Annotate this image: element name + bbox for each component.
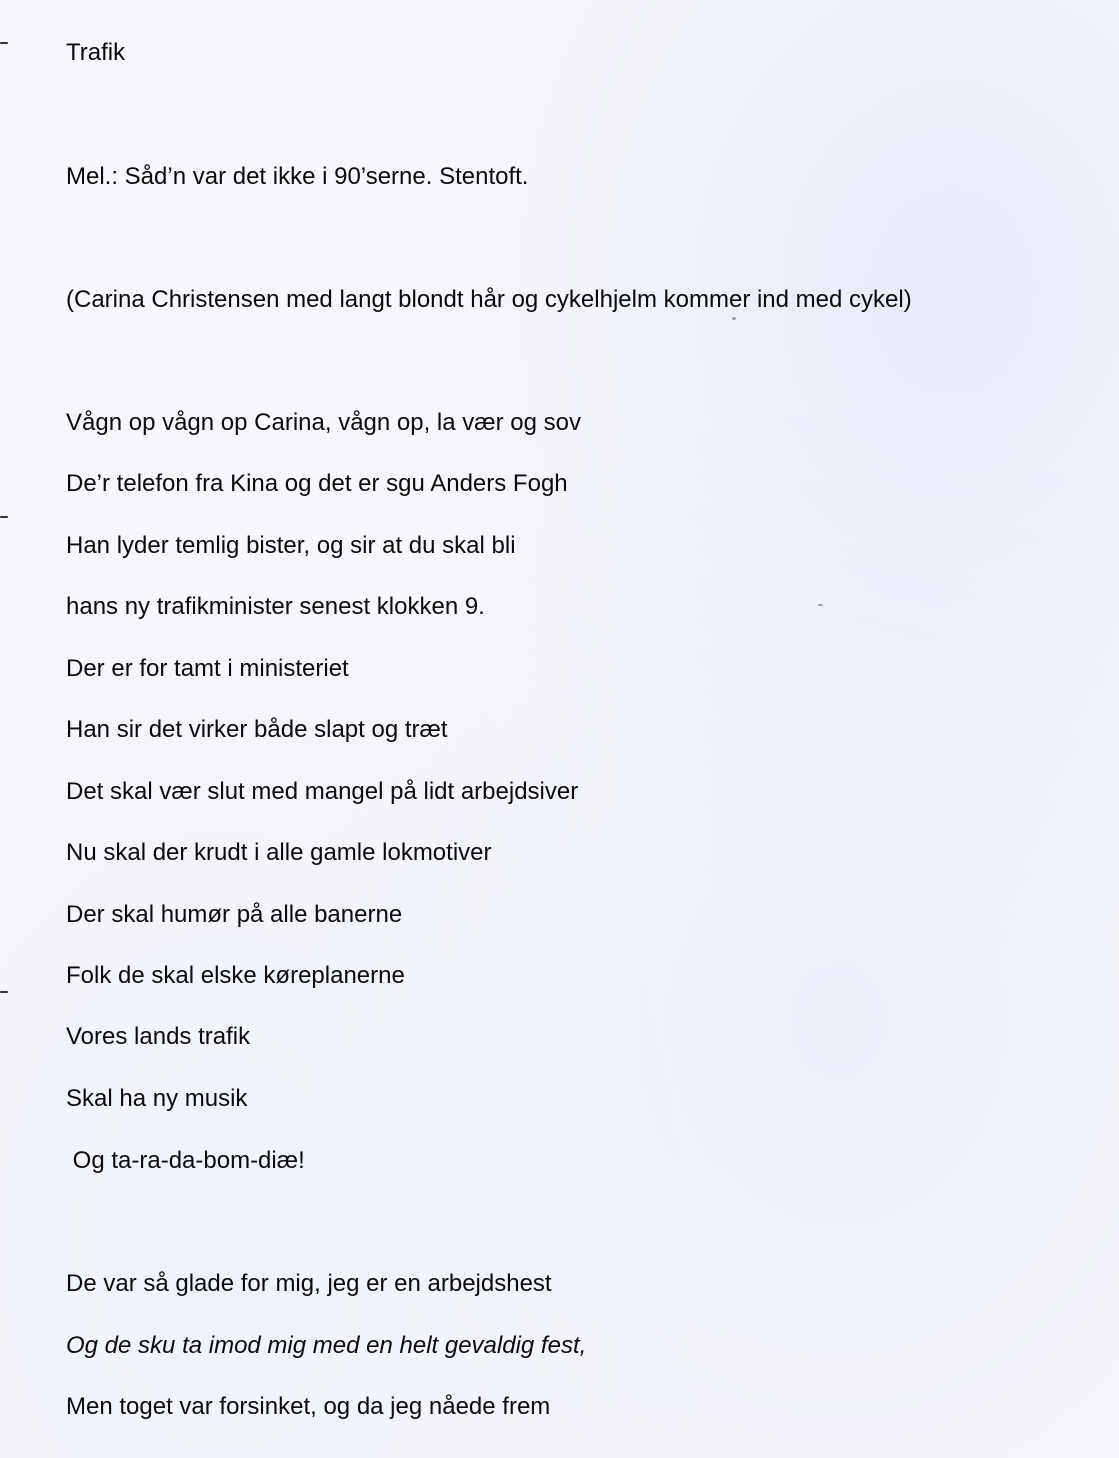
margin-mark — [0, 516, 8, 518]
verse-line: hans ny trafikminister senest klokken 9. — [66, 593, 485, 620]
paper-speck — [818, 604, 823, 606]
stage-direction: (Carina Christensen med langt blondt hår og cykelhjelm kommer ind med cykel) — [66, 286, 912, 313]
verse-line: Folk de skal elske køreplanerne — [66, 962, 405, 989]
margin-mark — [0, 991, 8, 993]
verse-line: Skal ha ny musik — [66, 1085, 248, 1112]
paper-speck — [732, 317, 736, 320]
melody-line: Mel.: Såd’n var det ikke i 90’serne. Stentoft. — [66, 163, 529, 190]
verse-line: Det skal vær slut med mangel på lidt arbejdsiver — [66, 778, 579, 805]
verse-line: Der er for tamt i ministeriet — [66, 655, 349, 682]
verse-line: Der skal humør på alle banerne — [66, 901, 403, 928]
verse-line: De var så glade for mig, jeg er en arbejdshest — [66, 1270, 552, 1297]
verse-line: De’r telefon fra Kina og det er sgu Anders Fogh — [66, 470, 568, 497]
verse-line: Vågn op vågn op Carina, vågn op, la vær og sov — [66, 409, 581, 436]
verse-line: Nu skal der krudt i alle gamle lokmotiver — [66, 839, 492, 866]
document-title: Trafik — [66, 39, 126, 66]
verse-line: Men toget var forsinket, og da jeg nåede frem — [66, 1393, 551, 1420]
verse-line: Vores lands trafik — [66, 1023, 251, 1050]
verse-line: Han lyder temlig bister, og sir at du skal bli — [66, 532, 516, 559]
verse-line: Og ta-ra-da-bom-diæ! — [66, 1147, 305, 1174]
verse-line: Og de sku ta imod mig med en helt gevaldig fest, — [66, 1332, 587, 1359]
margin-mark — [0, 42, 8, 44]
verse-line: Han sir det virker både slapt og træt — [66, 716, 448, 743]
